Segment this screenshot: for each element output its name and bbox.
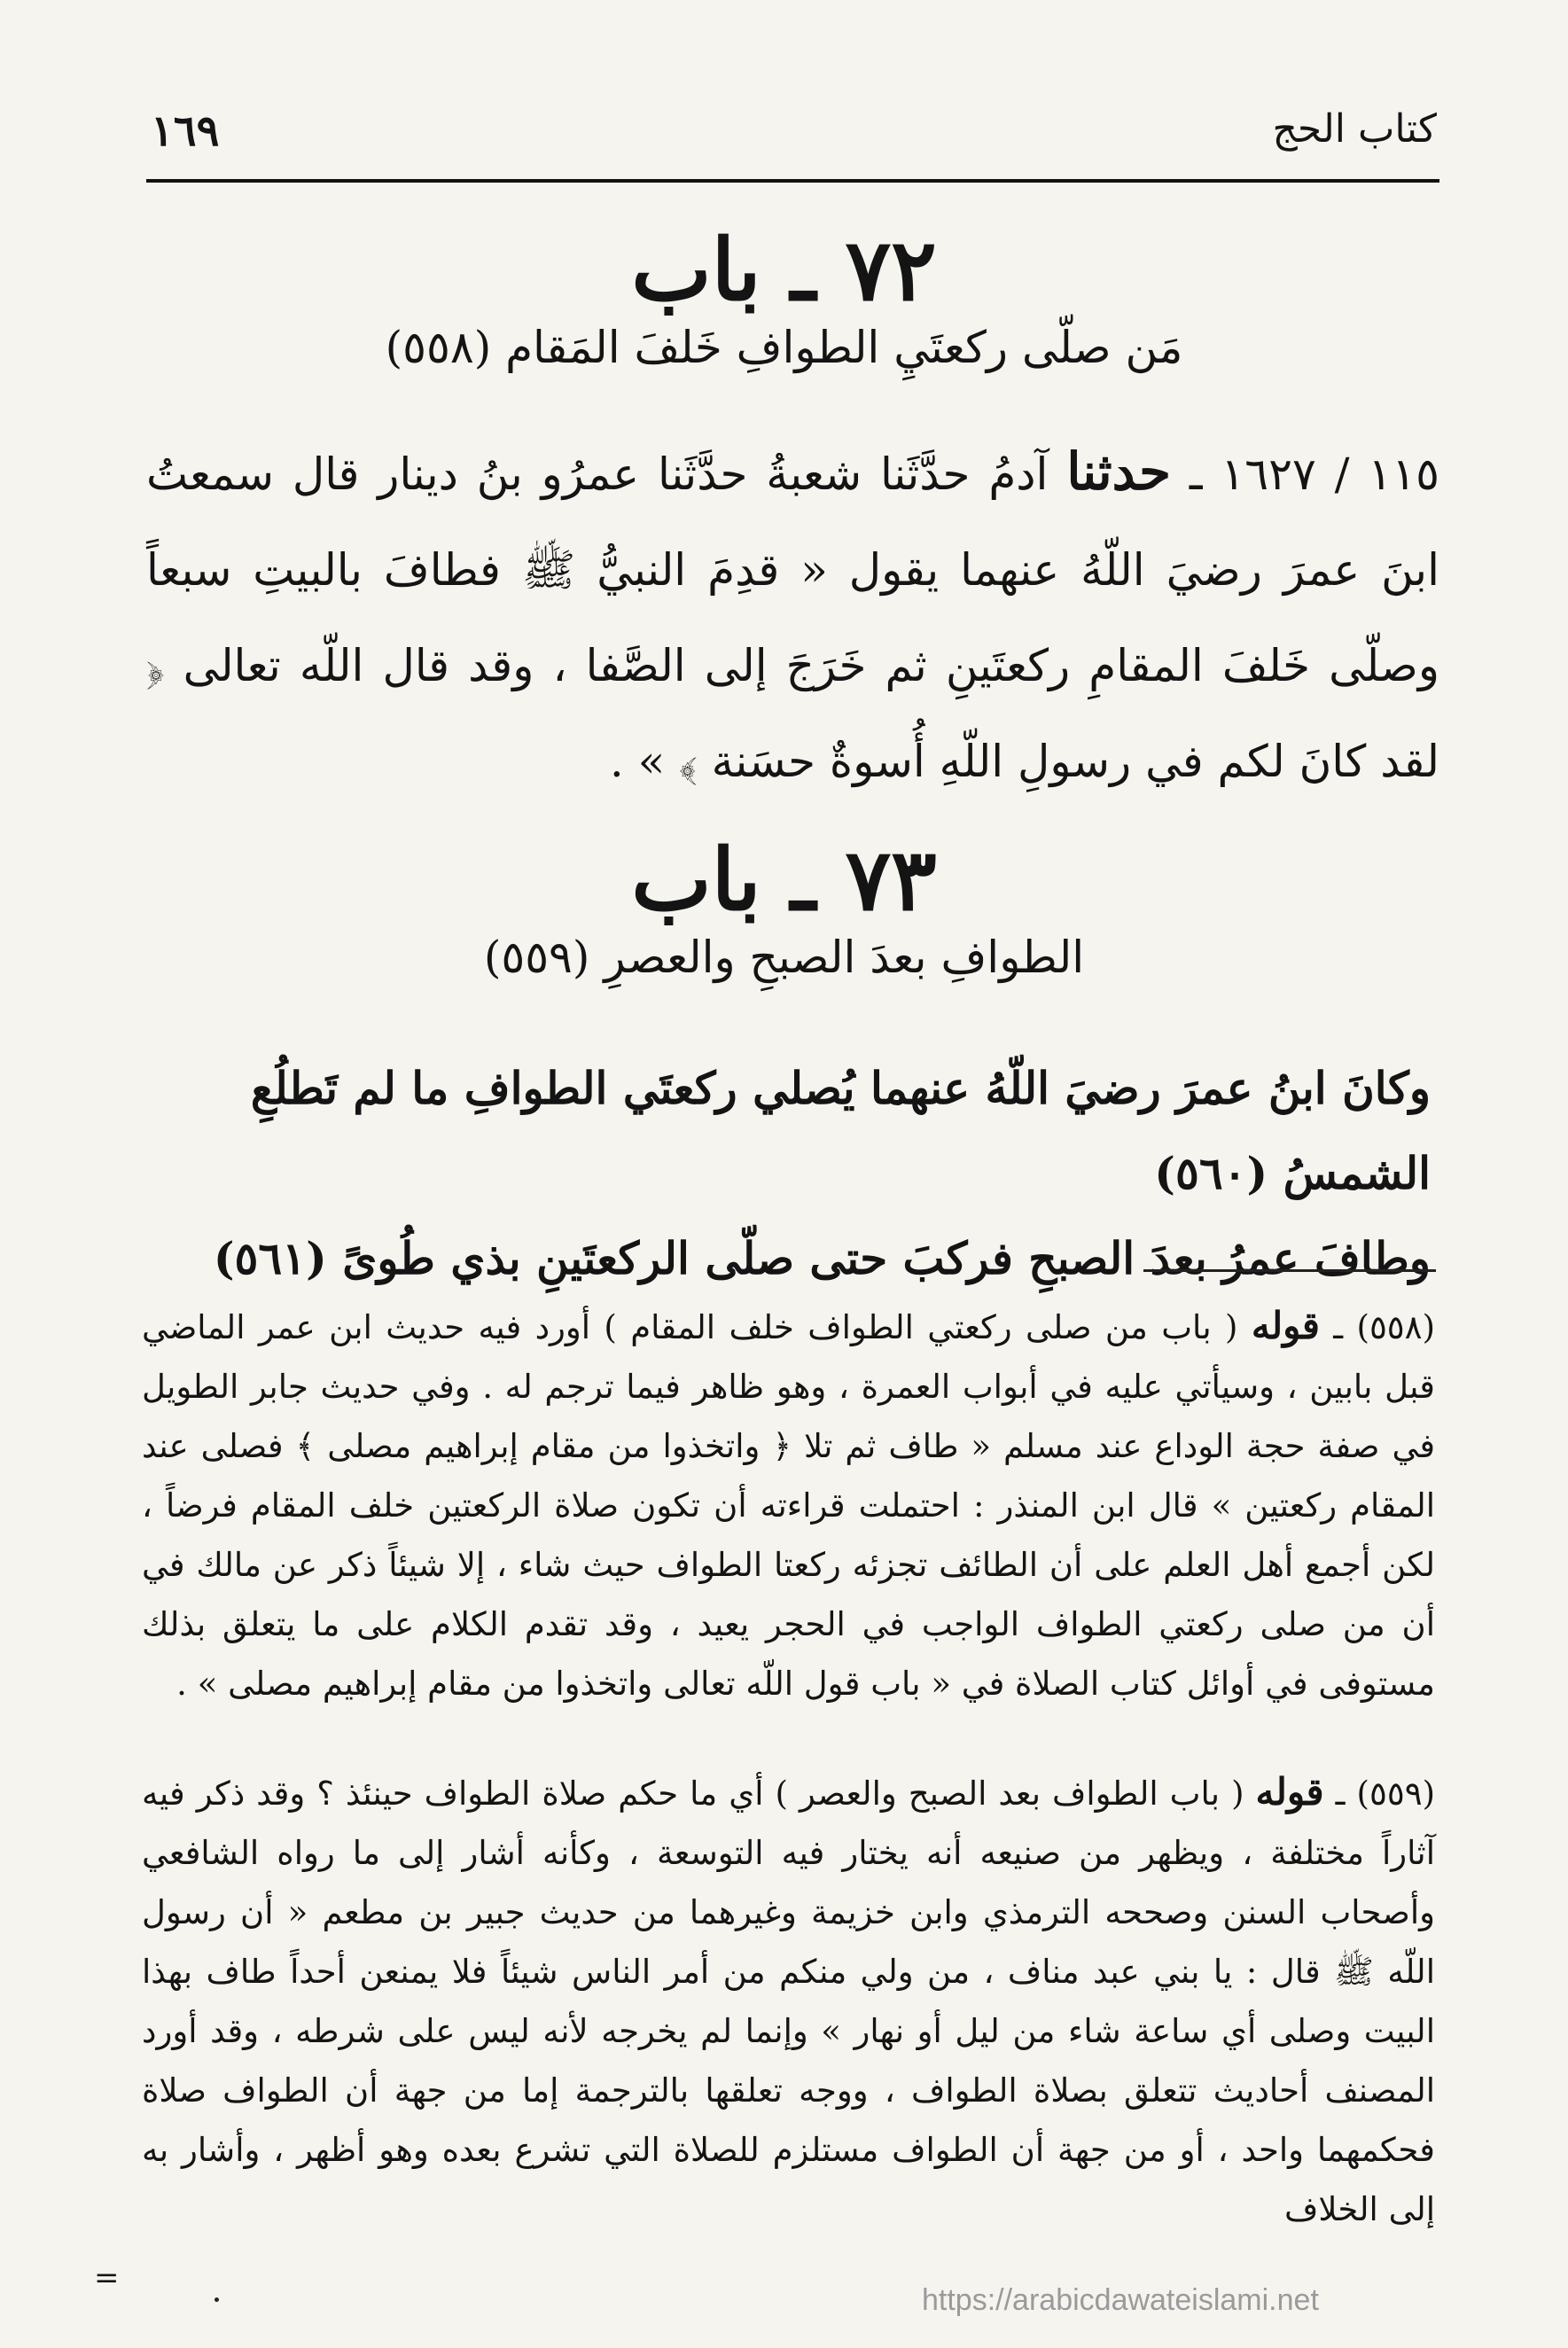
hadith-text: آدمُ حدَّثَنا شعبةُ حدَّثَنا عمرُو بنُ دينار قال سمعتُ ابنَ عمرَ رضيَ اللّهُ عنهما يقول « قدِمَ النبيُّ ﷺ فطافَ بالبيتِ سبعاً وصلّى خَلفَ المقامِ ركعتَينِ ثم خَرَجَ إلى الصَّفا ، وقد قال اللّه تعالى ﴿ لقد كانَ لكم في رسولِ اللّهِ أُسوةٌ حسَنة ﴾ » .	[146, 449, 1439, 787]
footnote-separator	[1143, 1269, 1436, 1272]
footnote-text: ( باب الطواف بعد الصبح والعصر ) أي ما حكم صلاة الطواف حينئذ ؟ وقد ذكر فيه آثاراً مختلفة ، ويظهر من صنيعه أنه يختار فيه التوسعة ، وكأنه أشار إلى ما رواه الشافعي وأصحاب السنن وصححه الترمذي وابن خزيمة وغيرهما من حديث جبير بن مطعم « أن رسول اللّه ﷺ قال : يا بني عبد مناف ، من ولي منكم من أمر الناس شيئاً فلا يمنعن أحداً طاف بهذا البيت وصلى أي ساعة شاء من ليل أو نهار » وإنما لم يخرجه لأنه ليس على شرطه ، وقد أورد المصنف أحاديث تتعلق بصلاة الطواف ، ووجه تعلقها بالترجمة إما من جهة أن الطواف صلاة فحكمهما واحد ، أو من جهة أن الطواف مستلزم للصلاة التي تشرع بعده وهو أظهر ، وأشار به إلى الخلاف	[142, 1775, 1435, 2228]
chapter-72-subtitle: مَن صلّى ركعتَيِ الطوافِ خَلفَ المَقام (٥٥٨)	[385, 322, 1183, 373]
footnote-keyword: قوله	[1251, 1304, 1320, 1347]
chapter-73-title: ٧٣ ـ باب	[631, 830, 937, 930]
hadith-keyword: حدثنا	[1066, 441, 1171, 502]
page-number: ١٦٩	[151, 106, 220, 156]
footnote-text: ( باب من صلى ركعتي الطواف خلف المقام ) أورد فيه حديث ابن عمر الماضي قبل بابين ، وسيأتي عليه في أبواب العمرة ، وهو ظاهر فيما ترجم له . وفي حديث جابر الطويل في صفة حجة الوداع عند مسلم « طاف ثم تلا ﴿ واتخذوا من مقام إبراهيم مصلى ﴾ فصلى عند المقام ركعتين » قال ابن المنذر : احتملت قراءته أن تكون صلاة الركعتين خلف المقام فرضاً ، لكن أجمع أهل العلم على أن الطائف تجزئه ركعتا الطواف حيث شاء ، إلا شيئاً ذكر عن مالك في أن من صلى ركعتي الطواف الواجب في الحجر يعيد ، وقد تقدم الكلام على ما يتعلق بذلك مستوفى في أوائل كتاب الصلاة في « باب قول اللّه تعالى واتخذوا من مقام إبراهيم مصلى » .	[142, 1308, 1435, 1703]
chapter-73-athar	[146, 1046, 1431, 1301]
footnote-ref: (٥٥٩) ـ	[1335, 1775, 1436, 1813]
watermark-url: https://arabicdawateislami.net	[922, 2283, 1319, 2317]
athar-line-2: وطافَ عمرُ بعدَ الصبحِ فركبَ حتى صلّى الركعتَينِ بذي طُوىً (٥٦١)	[213, 1232, 1431, 1284]
footnote-ref: (٥٥٨) ـ	[1333, 1308, 1435, 1346]
hadith-number: ١١٥ / ١٦٢٧ ـ	[1189, 449, 1439, 500]
chapter-73-subtitle: الطوافِ بعدَ الصبحِ والعصرِ (٥٥٩)	[483, 932, 1085, 983]
header-rule	[146, 179, 1439, 183]
speck	[215, 2297, 219, 2302]
footnote-559	[142, 1762, 1435, 2239]
hadith-115	[146, 424, 1439, 809]
running-header: كتاب الحج	[1272, 106, 1437, 152]
footnote-keyword: قوله	[1255, 1770, 1324, 1814]
athar-line-1: وكانَ ابنُ عمرَ رضيَ اللّهُ عنهما يُصلي ركعتَي الطوافِ ما لم تَطلُعِ الشمسُ (٥٦٠)	[250, 1062, 1431, 1199]
continuation-mark: =	[94, 2260, 120, 2296]
chapter-72-title: ٧٢ ـ باب	[631, 220, 937, 320]
footnote-558	[142, 1296, 1435, 1713]
